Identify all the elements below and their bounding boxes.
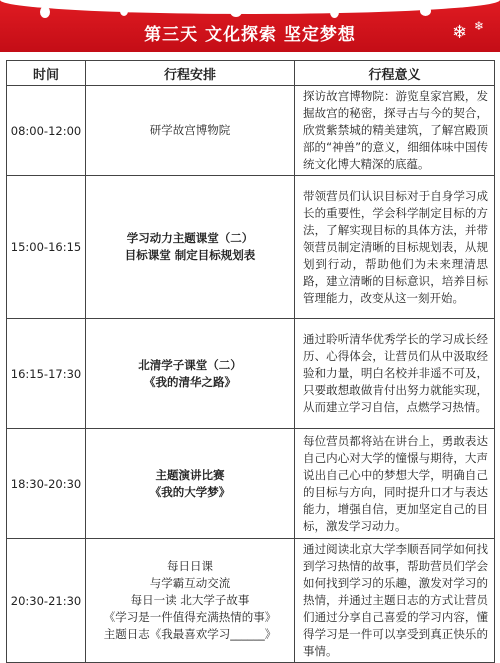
arrangement-line: 每日一读 北大学子故事 xyxy=(130,593,250,607)
arrangement-line: 北清学子课堂（二） xyxy=(138,357,242,372)
column-header-time: 时间 xyxy=(7,61,86,86)
snow-drip xyxy=(230,6,242,17)
arrangement-line: 《学习是一件值得充满热情的事》 xyxy=(103,610,277,624)
meaning-cell: 带领营员们认识目标对于自身学习成长的重要性，学会科学制定目标的方法，了解实现目标的具体方法，并带领营员制定清晰的目标规划表，从规划到行动，帮助他们为未来理清思路，建立清晰的目标意识，培养目标管理能力，改变从这一刻开始。 xyxy=(295,176,495,319)
meaning-cell: 通过聆听清华优秀学长的学习成长经历、心得体会，让营员们从中汲取经验和力量，明白名校并非遥不可及，只要敢想敢做肯付出努力就能实现，从而建立学习自信，点燃学习热情。 xyxy=(295,319,495,429)
time-cell: 08:00-12:00 xyxy=(7,86,86,176)
page-title: 第三天 文化探索 坚定梦想 xyxy=(144,25,356,45)
snow-drip xyxy=(330,6,339,18)
arrangement-line: 每日日课 xyxy=(167,559,213,573)
table-row xyxy=(7,319,495,429)
snow-drip xyxy=(420,6,431,16)
arrangement-line: 与学霸互动交流 xyxy=(149,576,231,590)
time-cell: 15:00-16:15 xyxy=(7,176,86,319)
meaning-cell: 通过阅读北京大学李顺吾同学如何找到学习热情的故事，帮助营员们学会如何找到学习的乐趣，激发对学习的热情，并通过主题日志的方式让营员们通过分享自己喜爱的学习内容，懂得学习是一件可以享受到真正快乐的事情。 xyxy=(295,539,495,663)
arrangement-line: 《我的清华之路》 xyxy=(144,374,236,389)
table-header-row xyxy=(7,61,495,86)
column-header-meaning: 行程意义 xyxy=(295,61,495,86)
arrangement-line: 目标课堂 制定目标规划表 xyxy=(124,248,256,262)
arrangement-line: 主题日志《我最喜欢学习______》 xyxy=(103,627,277,641)
meaning-cell: 探访故宫博物院：游览皇家宫殿，发掘故宫的秘密，探寻古与今的契合，欣赏紫禁城的精美建筑，了解宫殿顶部的“神兽”的意义，细细体味中国传统文化博大精深的底蕴。 xyxy=(295,86,495,176)
arrangement-cell xyxy=(86,539,295,663)
schedule-table xyxy=(6,60,495,663)
table-row xyxy=(7,86,495,176)
table-row xyxy=(7,539,495,663)
time-cell: 18:30-20:30 xyxy=(7,429,86,539)
arrangement-cell xyxy=(86,86,295,176)
arrangement-cell xyxy=(86,319,295,429)
snowflake-icon: ❄ xyxy=(452,22,468,43)
snowflake-icon: ❄ xyxy=(474,19,485,33)
time-cell: 16:15-17:30 xyxy=(7,319,86,429)
meaning-cell: 每位营员都将站在讲台上，勇敢表达自己内心对大学的憧憬与期待，大声说出自己心中的梦想大学，明确自己的目标与方向，同时提升口才与表达能力，增强自信，更加坚定自己的目标，激发学习动力。 xyxy=(295,429,495,539)
snow-drip xyxy=(120,6,128,16)
arrangement-line: 《我的大学梦》 xyxy=(149,484,231,499)
table-row xyxy=(7,429,495,539)
arrangement-line: 主题演讲比赛 xyxy=(155,467,225,482)
arrangement-cell xyxy=(86,176,295,319)
arrangement-cell xyxy=(86,429,295,539)
header-banner xyxy=(0,0,500,52)
time-cell: 20:30-21:30 xyxy=(7,539,86,663)
arrangement-line: 研学故宫博物院 xyxy=(149,123,231,137)
column-header-arrangement: 行程安排 xyxy=(86,61,295,86)
arrangement-line: 学习动力主题课堂（二） xyxy=(126,231,254,245)
table-row xyxy=(7,176,495,319)
snow-drip xyxy=(40,6,50,18)
